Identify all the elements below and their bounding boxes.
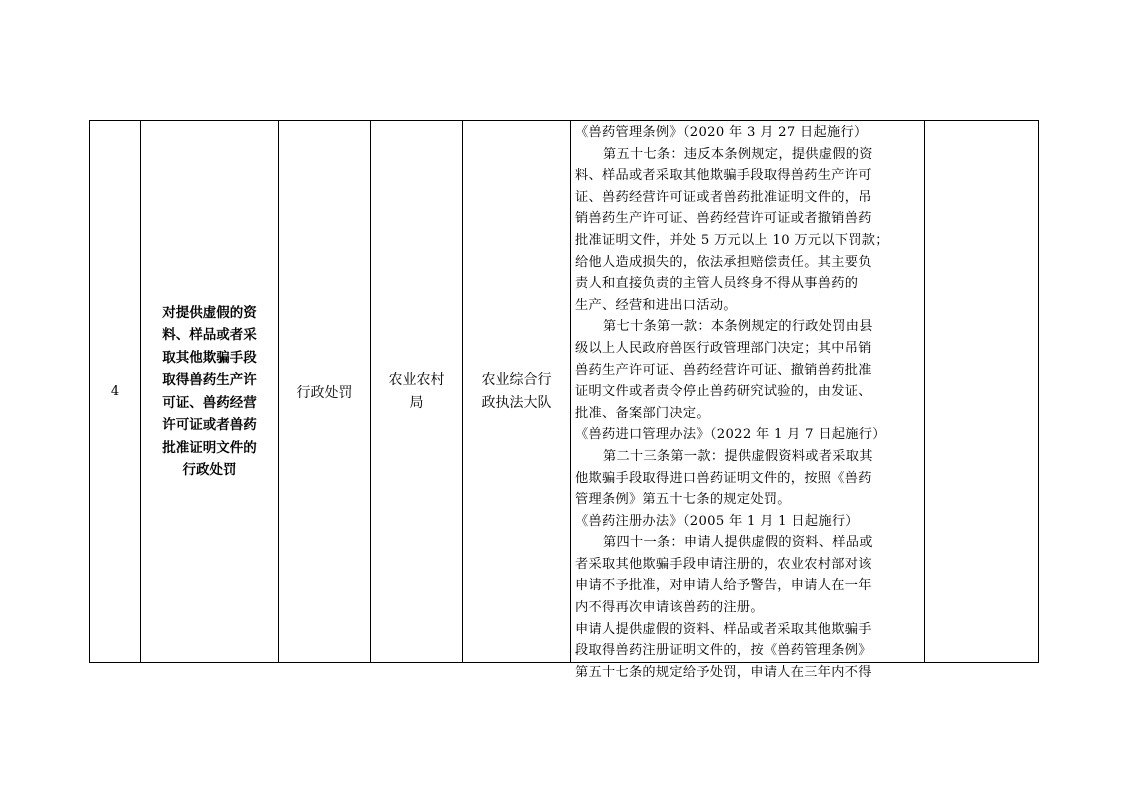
legal-basis-line: 《兽药管理条例》（2020 年 3 月 27 日起施行） <box>575 125 868 140</box>
legal-basis-line: 证明文件或者责令停止兽药研究试验的，由发证、 <box>575 384 872 400</box>
penalty-item <box>141 121 279 663</box>
item-line: 取得兽药生产许 <box>162 372 257 388</box>
legal-basis-line: 第七十条第一款：本条例规定的行政处罚由县 <box>603 319 873 335</box>
legal-basis-line: 兽药生产许可证、兽药经营许可证、撤销兽药批准 <box>575 362 872 378</box>
legal-basis-line: 批准、备案部门决定。 <box>575 405 710 421</box>
legal-basis-line: 《兽药注册办法》（2005 年 1 月 1 日起施行） <box>575 513 859 529</box>
remark-cell <box>925 121 1039 663</box>
legal-basis-line: 第五十七条的规定给予处罚，申请人在三年内不得 <box>575 664 872 680</box>
legal-basis-line: 第二十三条第一款：提供虚假资料或者采取其 <box>603 448 873 464</box>
executor-line: 政执法大队 <box>481 394 552 411</box>
penalty-item-text <box>147 302 272 482</box>
item-line: 料、样品或者采 <box>162 327 257 343</box>
legal-basis-line: 内不得再次申请该兽药的注册。 <box>575 600 764 616</box>
row-number: 4 <box>90 121 141 663</box>
penalty-type: 行政处罚 <box>279 121 371 663</box>
legal-basis-line: 《兽药进口管理办法》（2022 年 1 月 7 日起施行） <box>575 427 886 443</box>
legal-basis-line: 销兽药生产许可证、兽药经营许可证或者撤销兽药 <box>575 211 872 227</box>
item-line: 对提供虚假的资 <box>162 304 257 321</box>
item-line: 取其他欺骗手段 <box>162 349 257 366</box>
legal-basis-line: 给他人造成损失的，依法承担赔偿责任。其主要负 <box>575 254 872 270</box>
department-line: 局 <box>409 394 424 411</box>
legal-basis-text <box>571 121 924 680</box>
item-line: 行政处罚 <box>182 462 237 478</box>
executing-unit <box>463 121 571 663</box>
legal-basis-line: 证、兽药经营许可证或者兽药批准证明文件的，吊 <box>575 189 872 205</box>
legal-basis-line: 他欺骗手段取得进口兽药证明文件的，按照《兽药 <box>575 470 872 486</box>
legal-basis-line: 申请人提供虚假的资料、样品或者采取其他欺骗手 <box>575 621 872 637</box>
table-row <box>90 121 1039 663</box>
legal-basis-line: 管理条例》第五十七条的规定处罚。 <box>575 492 791 508</box>
item-line: 可证、兽药经营 <box>162 394 257 411</box>
penalty-table <box>89 120 1039 680</box>
legal-basis-line: 段取得兽药注册证明文件的，按《兽药管理条例》 <box>575 643 872 659</box>
item-line: 许可证或者兽药 <box>162 417 257 433</box>
legal-basis-line: 第五十七条：违反本条例规定，提供虚假的资 <box>603 146 873 162</box>
legal-basis-line: 料、样品或者采取其他欺骗手段取得兽药生产许可 <box>575 168 872 184</box>
legal-basis-line: 批准证明文件，并处 5 万元以上 10 万元以下罚款； <box>575 232 889 248</box>
legal-basis-line: 者采取其他欺骗手段申请注册的，农业农村部对该 <box>575 556 872 572</box>
legal-basis-line: 生产、经营和进出口活动。 <box>575 297 737 313</box>
legal-basis-line: 责人和直接负责的主管人员终身不得从事兽药的 <box>575 276 859 292</box>
executor-line: 农业综合行 <box>481 372 552 388</box>
legal-basis <box>571 121 925 680</box>
item-line: 批准证明文件的 <box>162 439 257 456</box>
department-line: 农业农村 <box>388 372 445 388</box>
legal-basis-line: 级以上人民政府兽医行政管理部门决定；其中吊销 <box>575 340 872 356</box>
legal-basis-line: 第四十一条：申请人提供虚假的资料、样品或 <box>603 535 873 551</box>
responsible-department <box>371 121 463 663</box>
legal-basis-line: 申请不予批准，对申请人给予警告，申请人在一年 <box>575 578 872 594</box>
